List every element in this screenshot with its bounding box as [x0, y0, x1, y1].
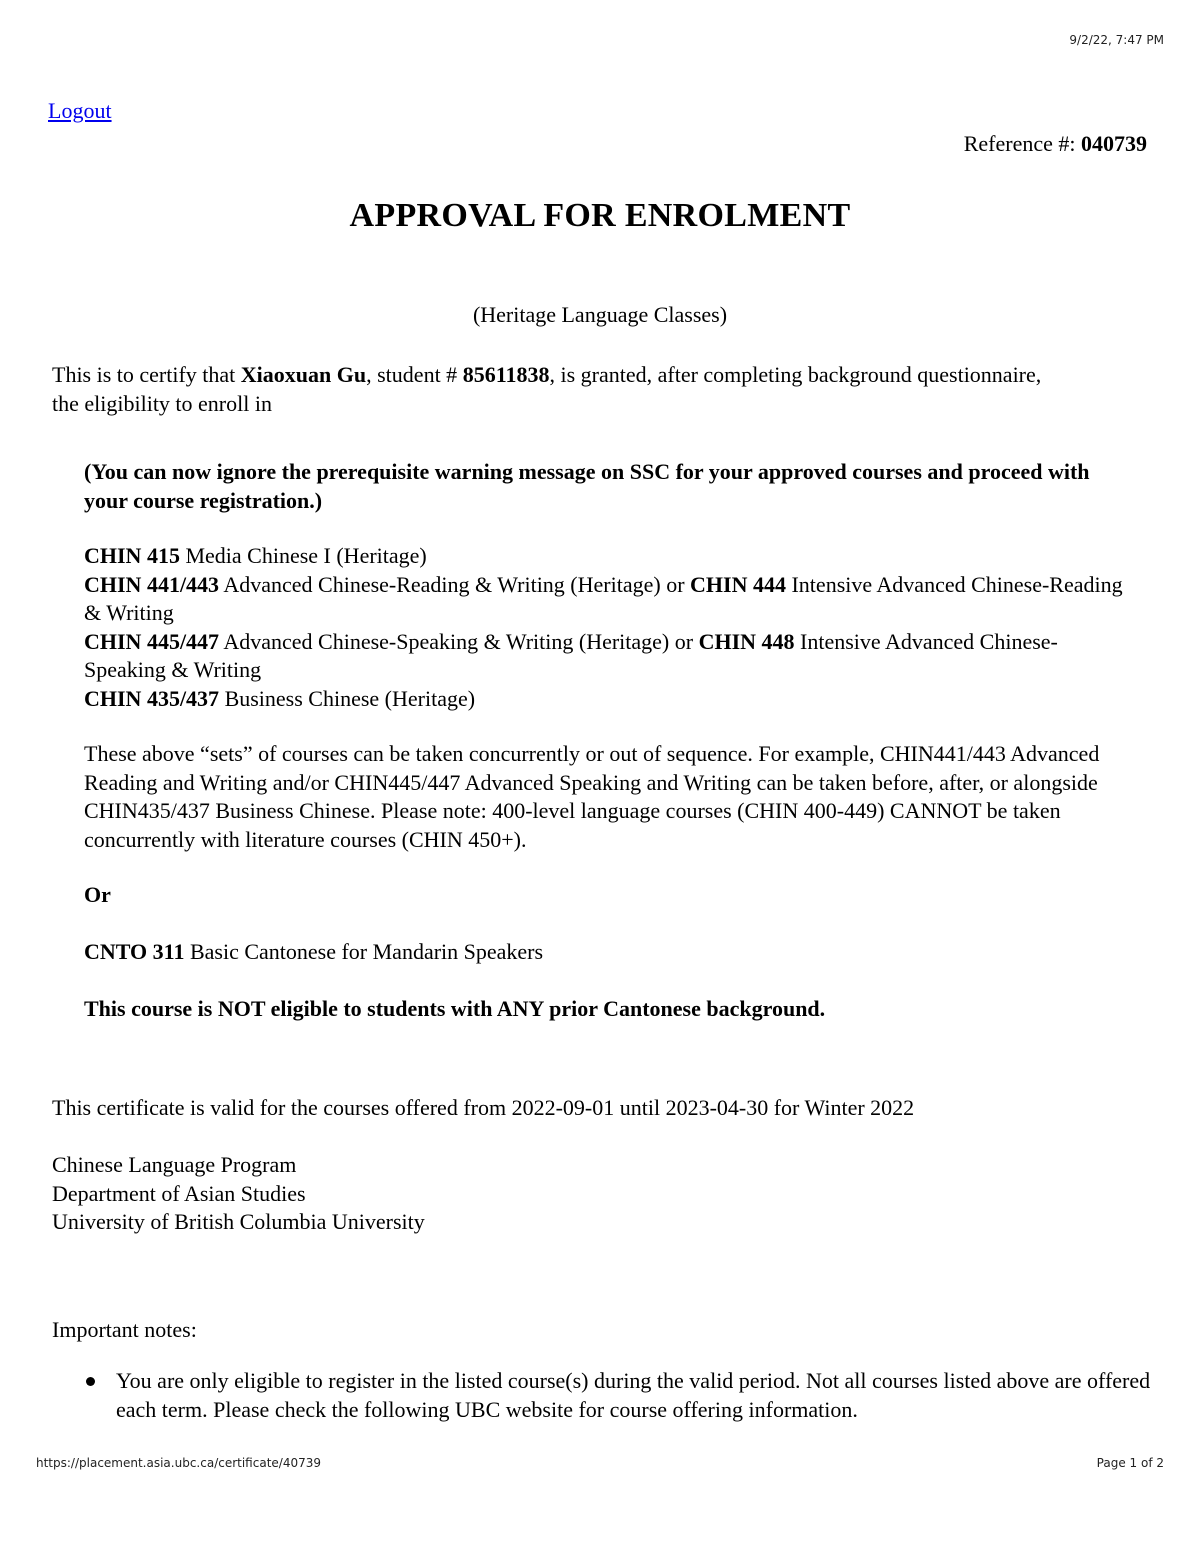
course-code: CHIN 441/443	[84, 571, 220, 597]
page-title: APPROVAL FOR ENROLMENT	[349, 197, 851, 234]
student-number: 85611838	[462, 362, 550, 387]
footer-url: https://placement.asia.ubc.ca/certificate/40739	[36, 1456, 321, 1470]
reference-number	[964, 131, 1147, 157]
course-desc: Business Chinese (Heritage)	[219, 685, 476, 711]
reference-label: Reference #:	[963, 131, 1081, 156]
course-item	[84, 571, 1124, 628]
cantonese-course	[84, 938, 543, 967]
course-code: CHIN 435/437	[84, 685, 220, 711]
footer-page-number: Page 1 of 2	[1096, 1456, 1164, 1470]
prerequisite-note: (You can now ignore the prerequisite warning message on SSC for your approved courses and proceed with your course registration.)	[84, 459, 1090, 513]
course-item	[84, 628, 1124, 685]
course-desc: Advanced Chinese-Speaking & Writing (Heritage) or	[219, 628, 699, 654]
or-separator: Or	[84, 882, 111, 907]
signature-university: University of British Columbia University	[52, 1209, 425, 1234]
course-alt-code: CHIN 444	[690, 571, 786, 597]
print-timestamp: 9/2/22, 7:47 PM	[1069, 33, 1164, 47]
logout-link[interactable]: Logout	[48, 98, 112, 123]
important-notes-heading: Important notes:	[52, 1317, 197, 1342]
course-sets-note: These above “sets” of courses can be taken concurrently or out of sequence. For example, CHIN441/443 Advanced Reading and Writing and/or CHIN445/447 Advanced Speaking and Writing can be taken before, after, or alongside CHIN435/437 Business Chinese. Please note: 400-level language courses (CHIN 400-449) CANNOT be taken concurrently with literature courses (CHIN 450+).	[84, 741, 1100, 852]
course-desc: Basic Cantonese for Mandarin Speakers	[184, 939, 544, 964]
course-list	[84, 542, 1124, 713]
course-code: CHIN 415	[84, 543, 180, 568]
note-text: You are only eligible to register in the listed course(s) during the valid period. Not all courses listed above are offered each term. Please check the following UBC website for course offering information.	[116, 1368, 1151, 1422]
validity-statement: This certificate is valid for the courses offered from 2022-09-01 until 2023-04-30 for Winter 2022	[52, 1095, 915, 1120]
course-code: CNTO 311	[84, 939, 185, 964]
eligibility-warning: This course is NOT eligible to students with ANY prior Cantonese background.	[84, 996, 826, 1021]
certify-text-1: This is to certify that	[52, 362, 241, 387]
course-item	[84, 685, 1124, 714]
course-item	[84, 542, 1124, 571]
course-code: CHIN 445/447	[84, 628, 220, 654]
course-desc: Media Chinese I (Heritage)	[179, 543, 427, 568]
signature-department: Department of Asian Studies	[52, 1180, 306, 1206]
notes-list-item	[86, 1367, 1156, 1424]
certify-paragraph	[52, 361, 1052, 418]
signature-block	[52, 1151, 425, 1237]
course-alt-desc: Intensive Advanced Chinese-Speaking & Writing	[84, 628, 1058, 682]
course-alt-desc: Intensive Advanced Chinese-Reading & Writing	[84, 571, 1123, 625]
certify-text-3: , is granted, after completing background questionnaire, the eligibility to enroll in	[52, 362, 1042, 416]
student-name: Xiaoxuan Gu	[240, 362, 367, 387]
reference-value: 040739	[1081, 131, 1147, 156]
course-alt-code: CHIN 448	[698, 628, 795, 654]
course-desc: Advanced Chinese-Reading & Writing (Heritage) or	[219, 571, 691, 597]
certify-text-2: , student #	[366, 362, 463, 387]
signature-program: Chinese Language Program	[52, 1152, 297, 1177]
page-subtitle: (Heritage Language Classes)	[472, 302, 728, 327]
bullet-icon	[86, 1377, 95, 1386]
